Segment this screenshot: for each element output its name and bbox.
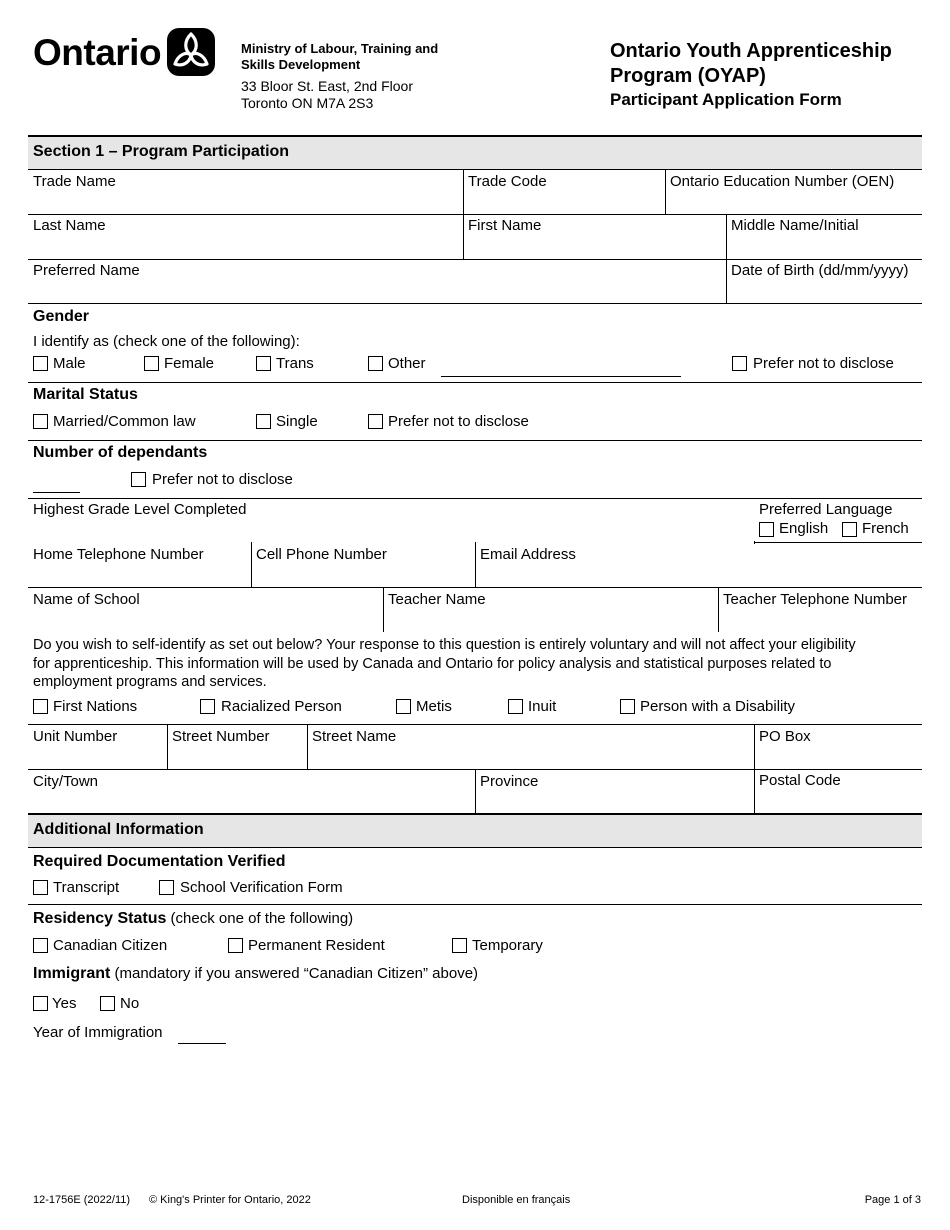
divider [475,542,476,587]
divider [167,724,168,769]
rule [28,498,922,499]
ministry-line-2: Skills Development [241,57,361,72]
canadian-citizen-checkbox[interactable] [33,938,48,953]
self-identify-line-3: employment programs and services. [33,674,267,690]
permanent-resident-checkbox[interactable] [228,938,243,953]
date-of-birth-field[interactable]: Date of Birth (dd/mm/yyyy) [731,262,909,279]
school-name-field[interactable]: Name of School [33,591,140,608]
unit-number-field[interactable]: Unit Number [33,728,118,745]
gender-other-input[interactable] [441,376,681,377]
divider [307,724,308,769]
teacher-name-field[interactable]: Teacher Name [388,591,486,608]
rule [28,303,922,304]
immigrant-yes-label: Yes [52,995,77,1012]
immigrant-heading-line [33,965,478,983]
rule [28,440,922,441]
racialized-person-checkbox[interactable] [200,699,215,714]
residency-note: (check one of the following) [166,910,354,927]
teacher-telephone-field[interactable]: Teacher Telephone Number [723,591,908,608]
immigrant-yes-checkbox[interactable] [33,996,48,1011]
canadian-citizen-label: Canadian Citizen [53,937,168,954]
year-of-immigration-label: Year of Immigration [33,1024,163,1041]
first-nations-label: First Nations [53,698,138,715]
rule [28,169,922,170]
trillium-icon [167,28,215,76]
racialized-person-label: Racialized Person [221,698,342,715]
postal-code-field[interactable]: Postal Code [759,772,841,789]
marital-single-label: Single [276,413,318,430]
section-1-heading: Section 1 – Program Participation [33,143,290,160]
email-address-field[interactable]: Email Address [480,546,576,563]
first-nations-checkbox[interactable] [33,699,48,714]
dependants-heading: Number of dependants [33,444,208,461]
dependants-prefer-not-label: Prefer not to disclose [152,471,293,488]
immigrant-no-label: No [120,995,140,1012]
metis-label: Metis [416,698,452,715]
first-name-field[interactable]: First Name [468,217,542,234]
street-number-field[interactable]: Street Number [172,728,270,745]
marital-prefer-not-label: Prefer not to disclose [388,413,529,430]
inuit-label: Inuit [528,698,557,715]
form-title-line-1: Ontario Youth Apprenticeship [610,40,892,62]
school-verification-label: School Verification Form [180,879,343,896]
gender-heading: Gender [33,308,90,325]
rule [28,214,922,215]
form-subtitle: Participant Application Form [610,90,842,109]
language-english-label: English [779,520,829,537]
page-number: Page 1 of 3 [864,1194,921,1206]
immigrant-no-checkbox[interactable] [100,996,115,1011]
divider [383,587,384,632]
rule [28,587,922,588]
marital-single-checkbox[interactable] [256,414,271,429]
school-verification-checkbox[interactable] [159,880,174,895]
gender-other-checkbox[interactable] [368,356,383,371]
disability-checkbox[interactable] [620,699,635,714]
dependants-prefer-not-checkbox[interactable] [131,472,146,487]
temporary-label: Temporary [472,937,543,954]
gender-prompt: I identify as (check one of the following): [33,333,300,350]
preferred-name-field[interactable]: Preferred Name [33,262,140,279]
province-field[interactable]: Province [480,773,539,790]
language-french-checkbox[interactable] [842,522,857,537]
documentation-heading: Required Documentation Verified [33,853,286,870]
transcript-checkbox[interactable] [33,880,48,895]
gender-prefer-not-label: Prefer not to disclose [753,355,894,372]
residency-heading: Residency Status [33,910,167,927]
highest-grade-field[interactable]: Highest Grade Level Completed [33,501,247,518]
self-identify-line-1: Do you wish to self-identify as set out below? Your response to this question is entirely voluntary and will not affect your eligibility [33,637,856,653]
marital-married-checkbox[interactable] [33,414,48,429]
gender-other-label: Other [388,355,426,372]
ontario-logo [33,28,218,78]
transcript-label: Transcript [53,879,120,896]
divider [665,169,666,214]
section-1-top-rule [28,135,922,137]
preferred-language-label: Preferred Language [759,501,893,518]
address-line-1: 33 Bloor St. East, 2nd Floor [241,78,413,94]
cell-phone-field[interactable]: Cell Phone Number [256,546,387,563]
immigrant-heading: Immigrant [33,965,111,982]
oen-field[interactable]: Ontario Education Number (OEN) [670,173,895,190]
po-box-field[interactable]: PO Box [759,728,811,745]
divider [251,542,252,587]
gender-female-label: Female [164,355,215,372]
divider [475,769,476,813]
rule [28,724,922,725]
form-title [610,39,892,111]
trade-name-field[interactable]: Trade Name [33,173,116,190]
rule [28,904,922,905]
rule [28,259,922,260]
rule [28,382,922,383]
gender-trans-label: Trans [276,355,314,372]
city-town-field[interactable]: City/Town [33,773,99,790]
ontario-wordmark: Ontario [33,32,162,73]
rule [754,542,922,543]
form-number: 12-1756E (2022/11) [33,1194,131,1206]
residency-heading-line [33,910,353,928]
trade-code-field[interactable]: Trade Code [468,173,547,190]
temporary-checkbox[interactable] [452,938,467,953]
french-availability: Disponible en français [462,1194,571,1206]
home-telephone-field[interactable]: Home Telephone Number [33,546,204,563]
ministry-address [241,78,413,112]
gender-male-checkbox[interactable] [33,356,48,371]
address-line-2: Toronto ON M7A 2S3 [241,95,374,111]
language-french-label: French [862,520,909,537]
disability-label: Person with a Disability [640,698,796,715]
copyright: © King's Printer for Ontario, 2022 [149,1194,311,1206]
year-of-immigration-input[interactable] [178,1043,226,1044]
ministry-name [241,41,438,73]
ministry-line-1: Ministry of Labour, Training and [241,41,439,56]
marital-married-label: Married/Common law [53,413,196,430]
permanent-resident-label: Permanent Resident [248,937,385,954]
middle-name-field[interactable]: Middle Name/Initial [731,217,859,234]
self-identify-line-2: for apprenticeship. This information will be used by Canada and Ontario for policy analysis and statistical purposes related to [33,655,832,672]
gender-prefer-not-checkbox[interactable] [732,356,747,371]
form-title-line-2: Program (OYAP) [610,65,766,87]
gender-male-label: Male [53,355,86,372]
language-english-checkbox[interactable] [759,522,774,537]
inuit-checkbox[interactable] [508,699,523,714]
last-name-field[interactable]: Last Name [33,217,106,234]
dependants-input[interactable] [33,492,80,493]
additional-top-rule [28,813,922,815]
street-name-field[interactable]: Street Name [312,728,397,745]
self-identify-notice [33,636,856,692]
gender-female-checkbox[interactable] [144,356,159,371]
marital-prefer-not-checkbox[interactable] [368,414,383,429]
additional-heading: Additional Information [33,821,204,838]
immigrant-note: (mandatory if you answered “Canadian Citizen” above) [110,965,479,982]
marital-heading: Marital Status [33,386,138,403]
divider [718,587,719,632]
gender-trans-checkbox[interactable] [256,356,271,371]
metis-checkbox[interactable] [396,699,411,714]
rule [28,847,922,848]
